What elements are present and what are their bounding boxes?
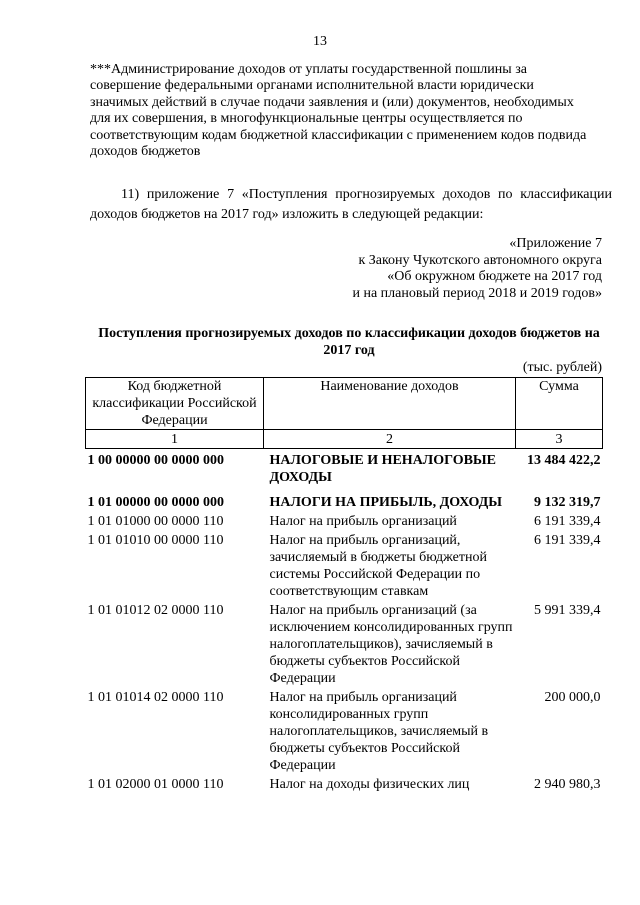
row-amount: 9 132 319,7 [534, 495, 601, 510]
row-name: Налог на доходы физических лиц [269, 777, 470, 792]
row-amount: 2 940 980,3 [534, 777, 601, 792]
table-row [86, 774, 603, 793]
row-code: 1 01 00000 00 0000 000 [87, 495, 224, 510]
row-code: 1 01 01010 00 0000 110 [87, 533, 224, 548]
table-row [86, 530, 603, 600]
column-number: 2 [264, 430, 516, 449]
header-code: Код бюджетной классификации Российской Федерации [86, 378, 264, 430]
row-amount: 6 191 339,4 [534, 533, 601, 548]
row-code: 1 00 00000 00 0000 000 [87, 453, 224, 468]
table-row [86, 486, 603, 511]
units-label: (тыс. рублей) [522, 360, 602, 375]
row-code: 1 01 01012 02 0000 110 [87, 603, 224, 618]
appendix-header-line: «Об окружном бюджете на 2017 год [387, 269, 602, 284]
table-title: Поступления прогнозируемых доходов по классификации доходов бюджетов на 2017 год [98, 326, 600, 358]
row-name: НАЛОГИ НА ПРИБЫЛЬ, ДОХОДЫ [269, 495, 503, 510]
row-amount: 13 484 422,2 [527, 453, 601, 468]
row-name: НАЛОГОВЫЕ И НЕНАЛОГОВЫЕ ДОХОДЫ [269, 453, 497, 485]
appendix-header-line: к Закону Чукотского автономного округа [358, 252, 602, 268]
table-row [86, 687, 603, 774]
table-header-row [86, 378, 603, 430]
row-code: 1 01 01014 02 0000 110 [87, 690, 224, 705]
column-number: 1 [86, 430, 264, 449]
appendix-header-line: и на плановый период 2018 и 2019 годов» [352, 285, 602, 301]
revenue-table [85, 377, 603, 793]
footnote: ***Администрирование доходов от уплаты государственной пошлины за совершение федеральными органами исполнительной власти юридически значимых действий в случае подачи заявления и (или) документов, необходимых для их совершения, в многофункциональные центры осуществляется по соответствующим кодам бюджетной классификации с применением кодов подвида доходов бюджетов [90, 62, 587, 160]
row-name: Налог на прибыль организаций, зачисляемый в бюджеты бюджетной системы Российской Федерации по соответствующим ставкам [269, 533, 487, 599]
row-amount: 5 991 339,4 [534, 603, 601, 618]
row-amount: 6 191 339,4 [534, 514, 601, 529]
header-amount: Сумма [516, 378, 603, 430]
appendix-header [300, 236, 602, 302]
row-name: Налог на прибыль организаций консолидированных групп налогоплательщиков, зачисляемый в бюджеты субъектов Российской Федерации [269, 690, 489, 773]
table-row [86, 511, 603, 530]
row-name: Налог на прибыль организаций (за исключением консолидированных групп налогоплательщиков), зачисляемый в бюджеты субъектов Российской Федерации [269, 603, 513, 686]
amendment-paragraph: 11) приложение 7 «Поступления прогнозируемых доходов по классификации доходов бюджетов на 2017 год» изложить в следующей редакции: [90, 187, 612, 222]
row-name: Налог на прибыль организаций [269, 514, 457, 529]
page-number: 13 [313, 34, 327, 49]
appendix-header-line: «Приложение 7 [509, 236, 602, 251]
table-row [86, 600, 603, 687]
header-name: Наименование доходов [264, 378, 516, 430]
row-amount: 200 000,0 [544, 690, 601, 705]
row-code: 1 01 02000 01 0000 110 [87, 777, 224, 792]
column-number: 3 [516, 430, 603, 449]
column-number-row [86, 430, 603, 449]
row-code: 1 01 01000 00 0000 110 [87, 514, 224, 529]
table-row [86, 449, 603, 487]
